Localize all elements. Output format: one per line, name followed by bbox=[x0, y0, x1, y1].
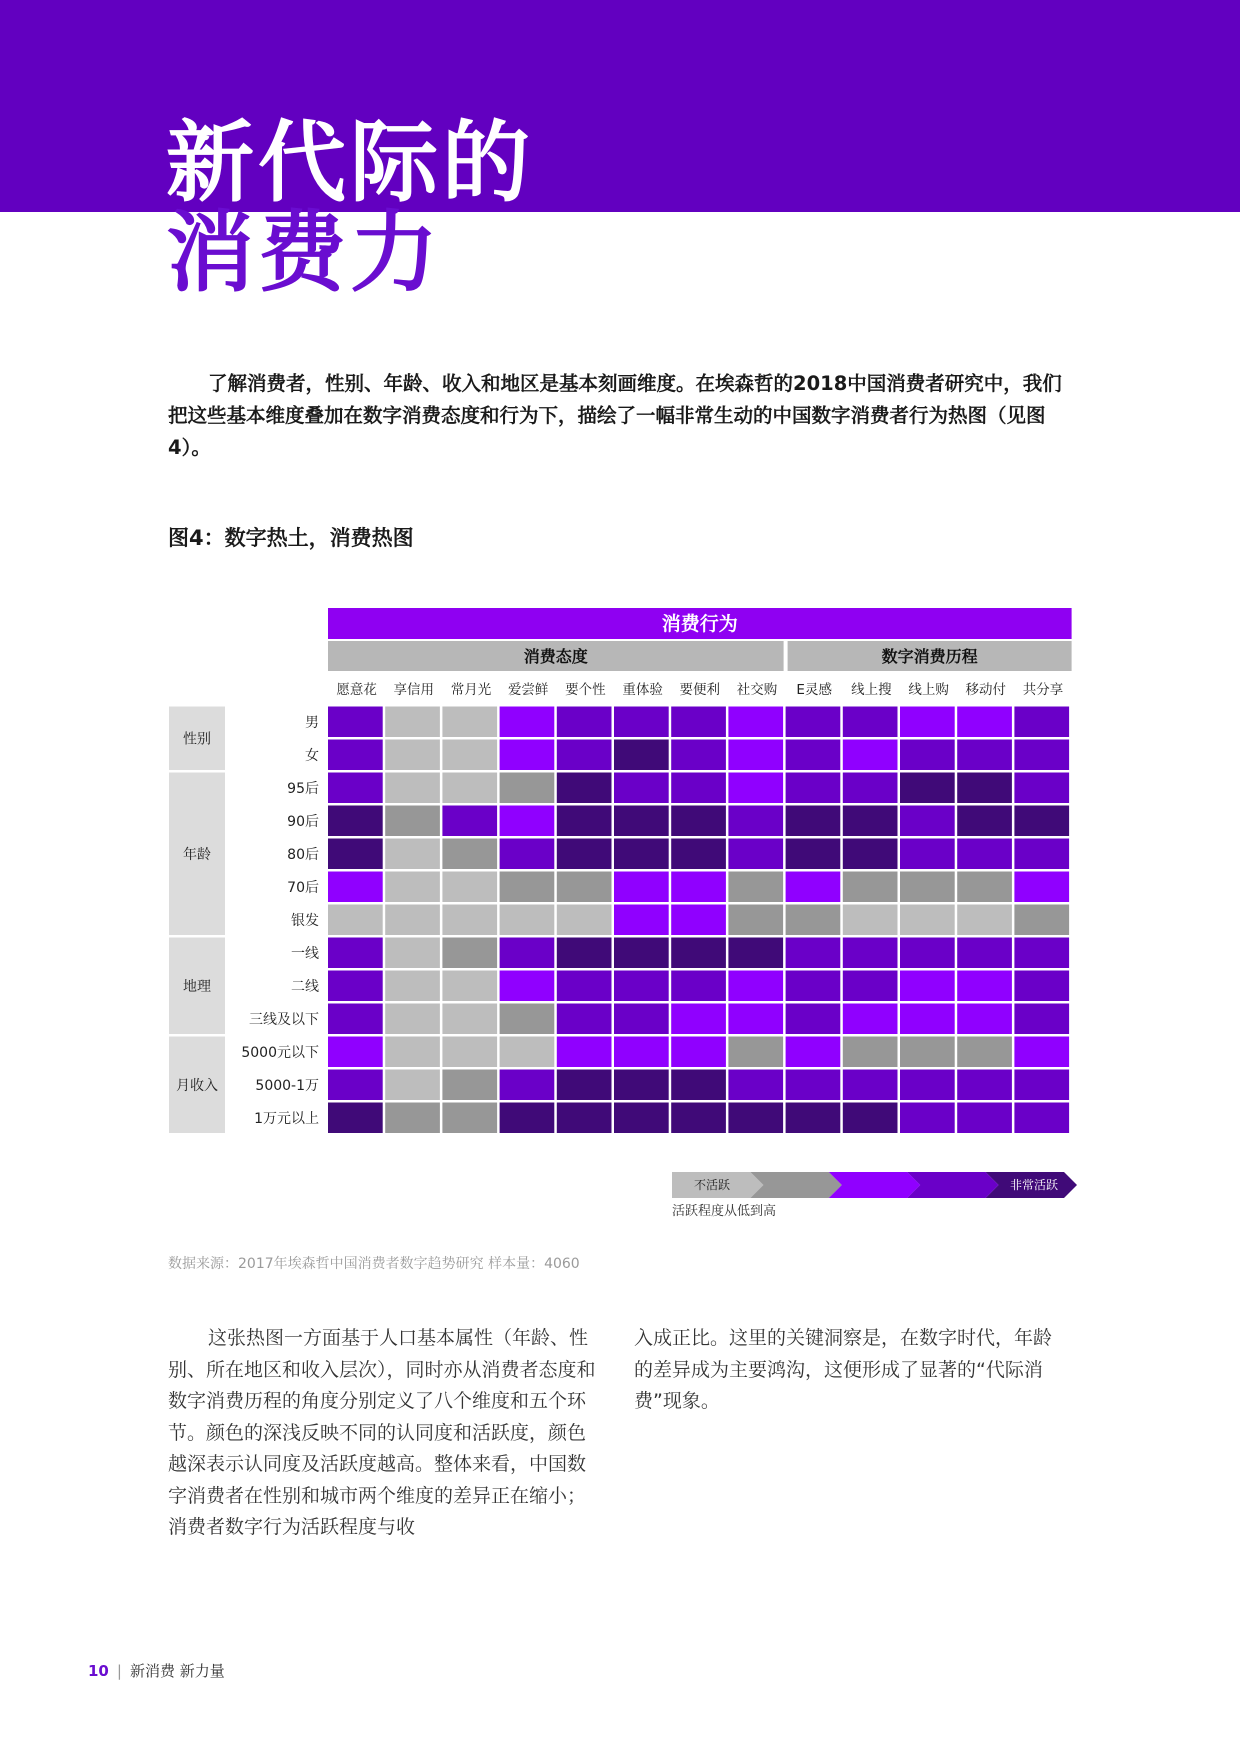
heatmap-title: 消费行为 bbox=[661, 613, 738, 635]
heatmap-cell bbox=[328, 839, 383, 870]
column-group-label: 数字消费历程 bbox=[881, 647, 978, 666]
heatmap-cell bbox=[957, 1103, 1012, 1134]
heatmap-cell bbox=[900, 971, 955, 1002]
heatmap-cell bbox=[728, 806, 783, 837]
body-text-left-column: 这张热图一方面基于人口基本属性（年龄、性别、所在地区和收入层次），同时亦从消费者态度和数字消费历程的角度分别定义了八个维度和五个环节。颜色的深浅反映不同的认同度和活跃度，颜色越深表示认同度及活跃度越高。整体来看，中国数字消费者在性别和城市两个维度的差异正在缩小；消费者数字行为活跃程度与收 bbox=[168, 1327, 596, 1538]
heatmap-cell bbox=[1014, 1004, 1069, 1035]
heatmap-cell bbox=[900, 1070, 955, 1101]
heatmap-cell bbox=[328, 1004, 383, 1035]
heatmap-cell bbox=[957, 1004, 1012, 1035]
heatmap-cell bbox=[843, 806, 898, 837]
heatmap-cell bbox=[843, 1004, 898, 1035]
heatmap-cell bbox=[728, 839, 783, 870]
heatmap-cell bbox=[900, 938, 955, 969]
heatmap-cell bbox=[328, 773, 383, 804]
column-label: 要个性 bbox=[565, 682, 606, 698]
heatmap-cell bbox=[843, 839, 898, 870]
heatmap-cell bbox=[442, 1004, 497, 1035]
heatmap-cell bbox=[1014, 1103, 1069, 1134]
heatmap-cell bbox=[328, 1070, 383, 1101]
heatmap-cell bbox=[957, 773, 1012, 804]
heatmap-cell bbox=[557, 971, 612, 1002]
heatmap-cell bbox=[442, 740, 497, 771]
heatmap-cell bbox=[843, 938, 898, 969]
row-label: 女 bbox=[305, 747, 319, 764]
heatmap-cell bbox=[442, 839, 497, 870]
heatmap-cell bbox=[385, 872, 440, 903]
heatmap-cell bbox=[500, 872, 555, 903]
heatmap-cell bbox=[500, 806, 555, 837]
row-label: 5000-1万 bbox=[255, 1077, 319, 1094]
heatmap-cell bbox=[328, 872, 383, 903]
heatmap-cell bbox=[957, 938, 1012, 969]
heatmap-cell bbox=[442, 1070, 497, 1101]
heatmap-cell bbox=[385, 938, 440, 969]
heatmap-cell bbox=[614, 740, 669, 771]
heatmap-cell bbox=[385, 707, 440, 738]
heatmap-cell bbox=[728, 1004, 783, 1035]
heatmap-cell bbox=[442, 806, 497, 837]
heatmap-cell bbox=[385, 905, 440, 936]
heatmap-cell bbox=[786, 839, 841, 870]
heatmap-cell bbox=[500, 740, 555, 771]
heatmap-cell bbox=[500, 938, 555, 969]
heatmap-cell bbox=[786, 773, 841, 804]
heatmap-cell bbox=[957, 806, 1012, 837]
heatmap-cell bbox=[328, 1103, 383, 1134]
row-label: 1万元以上 bbox=[254, 1110, 319, 1127]
page-number: 10 bbox=[88, 1662, 109, 1680]
heatmap-cell bbox=[900, 806, 955, 837]
heatmap-cell bbox=[900, 905, 955, 936]
heatmap-cell bbox=[1014, 707, 1069, 738]
figure-title: 图4：数字热土，消费热图 bbox=[168, 526, 414, 550]
heatmap-cell bbox=[957, 740, 1012, 771]
heatmap-cell bbox=[786, 1037, 841, 1068]
row-label: 5000元以下 bbox=[241, 1044, 319, 1061]
heatmap-cell bbox=[1014, 1037, 1069, 1068]
heatmap-cell bbox=[385, 839, 440, 870]
column-label: 享信用 bbox=[393, 682, 435, 698]
heatmap-cell bbox=[614, 872, 669, 903]
column-label: 共分享 bbox=[1022, 682, 1064, 698]
row-label: 三线及以下 bbox=[249, 1011, 319, 1028]
heatmap-cell bbox=[786, 938, 841, 969]
heatmap-cell bbox=[786, 1004, 841, 1035]
row-label: 80后 bbox=[287, 846, 319, 863]
heatmap-cell bbox=[557, 938, 612, 969]
heatmap-cell bbox=[500, 773, 555, 804]
heatmap-cell bbox=[786, 1070, 841, 1101]
heatmap-cell bbox=[500, 1004, 555, 1035]
data-source-note: 数据来源：2017年埃森哲中国消费者数字趋势研究 样本量：4060 bbox=[168, 1256, 580, 1272]
heatmap-cell bbox=[843, 1070, 898, 1101]
heatmap-cell bbox=[1014, 839, 1069, 870]
heatmap-cell bbox=[900, 1004, 955, 1035]
heatmap-cell bbox=[614, 1004, 669, 1035]
heatmap-cell bbox=[843, 740, 898, 771]
heatmap-cell bbox=[843, 905, 898, 936]
heatmap-cell bbox=[728, 1070, 783, 1101]
heatmap-cell bbox=[442, 773, 497, 804]
heatmap-cell bbox=[786, 707, 841, 738]
heatmap-cell bbox=[614, 905, 669, 936]
heatmap-cell bbox=[557, 740, 612, 771]
heatmap-cell bbox=[728, 938, 783, 969]
column-label: 社交购 bbox=[736, 682, 778, 698]
row-label: 一线 bbox=[291, 945, 319, 962]
heatmap-cell bbox=[500, 707, 555, 738]
heatmap-cell bbox=[843, 1037, 898, 1068]
heatmap-cell bbox=[328, 971, 383, 1002]
legend-low-label: 不活跃 bbox=[694, 1178, 731, 1192]
heatmap-cell bbox=[671, 1037, 726, 1068]
heatmap-cell bbox=[728, 971, 783, 1002]
heatmap-cell bbox=[900, 872, 955, 903]
heatmap-cell bbox=[728, 872, 783, 903]
heatmap-cell bbox=[442, 872, 497, 903]
column-label: 爱尝鲜 bbox=[507, 682, 549, 698]
heatmap-cell bbox=[614, 806, 669, 837]
heatmap-cell bbox=[557, 1004, 612, 1035]
heatmap-cell bbox=[557, 773, 612, 804]
heatmap-cell bbox=[328, 740, 383, 771]
heatmap-cell bbox=[843, 1103, 898, 1134]
heatmap-cell bbox=[500, 971, 555, 1002]
heatmap-cell bbox=[500, 905, 555, 936]
title-line-2: 消费力 bbox=[166, 201, 443, 304]
heatmap-cell bbox=[614, 707, 669, 738]
heatmap-cell bbox=[614, 1103, 669, 1134]
page-footer bbox=[88, 1660, 225, 1681]
row-group-label: 月收入 bbox=[176, 1077, 218, 1094]
heatmap-cell bbox=[671, 1070, 726, 1101]
heatmap-cell bbox=[843, 707, 898, 738]
heatmap-cell bbox=[957, 971, 1012, 1002]
body-text-right-column: 入成正比。这里的关键洞察是，在数字时代，年龄的差异成为主要鸿沟，这便形成了显著的“代际消费”现象。 bbox=[634, 1327, 1053, 1412]
heatmap-cell bbox=[328, 806, 383, 837]
row-label: 男 bbox=[305, 714, 319, 731]
column-label: 移动付 bbox=[965, 682, 1007, 698]
heatmap-cell bbox=[900, 773, 955, 804]
heatmap-cell bbox=[671, 971, 726, 1002]
heatmap-cell bbox=[843, 872, 898, 903]
row-label: 银发 bbox=[291, 912, 319, 929]
heatmap-cell bbox=[557, 1103, 612, 1134]
heatmap-cell bbox=[500, 1037, 555, 1068]
heatmap-cell bbox=[671, 707, 726, 738]
heatmap-cell bbox=[385, 1070, 440, 1101]
heatmap-cell bbox=[328, 938, 383, 969]
heatmap-cell bbox=[557, 707, 612, 738]
heatmap-cell bbox=[728, 707, 783, 738]
heatmap-cell bbox=[614, 1037, 669, 1068]
heatmap-cell bbox=[786, 971, 841, 1002]
heatmap-cell bbox=[671, 938, 726, 969]
heatmap-cell bbox=[671, 806, 726, 837]
heatmap-cell bbox=[843, 971, 898, 1002]
heatmap-cell bbox=[442, 971, 497, 1002]
legend-caption: 活跃程度从低到高 bbox=[672, 1204, 777, 1219]
row-label: 90后 bbox=[287, 813, 319, 830]
heatmap-cell bbox=[900, 707, 955, 738]
heatmap-cell bbox=[786, 1103, 841, 1134]
heatmap-cell bbox=[557, 905, 612, 936]
heatmap-cell bbox=[614, 773, 669, 804]
heatmap-cell bbox=[328, 1037, 383, 1068]
row-label: 95后 bbox=[287, 780, 319, 797]
heatmap-cell bbox=[442, 1037, 497, 1068]
legend-segment bbox=[750, 1172, 841, 1198]
heatmap-cell bbox=[557, 1070, 612, 1101]
heatmap-cell bbox=[671, 1004, 726, 1035]
heatmap-cell bbox=[671, 905, 726, 936]
heatmap-cell bbox=[728, 1103, 783, 1134]
heatmap-cell bbox=[786, 872, 841, 903]
footer-separator: | bbox=[116, 1662, 122, 1680]
heatmap-cell bbox=[1014, 806, 1069, 837]
heatmap-cell bbox=[500, 1103, 555, 1134]
heatmap-cell bbox=[786, 806, 841, 837]
column-group-label: 消费态度 bbox=[523, 647, 588, 666]
heatmap-cell bbox=[1014, 872, 1069, 903]
heatmap-cell bbox=[328, 707, 383, 738]
heatmap-cell bbox=[385, 740, 440, 771]
title-line-1: 新代际的 bbox=[166, 111, 535, 214]
heatmap-cell bbox=[1014, 905, 1069, 936]
heatmap-cell bbox=[1014, 773, 1069, 804]
heatmap-cell bbox=[957, 872, 1012, 903]
heatmap-cell bbox=[786, 905, 841, 936]
column-label: 要便利 bbox=[679, 682, 721, 698]
legend-segment bbox=[907, 1172, 998, 1198]
heatmap-cell bbox=[442, 1103, 497, 1134]
heatmap-cell bbox=[385, 806, 440, 837]
heatmap-cell bbox=[557, 806, 612, 837]
heatmap-cell bbox=[500, 1070, 555, 1101]
heatmap-cell bbox=[957, 905, 1012, 936]
row-label: 70后 bbox=[287, 879, 319, 896]
publication-name: 新消费 新力量 bbox=[129, 1662, 225, 1680]
heatmap-cell bbox=[957, 1037, 1012, 1068]
heatmap-cell bbox=[614, 839, 669, 870]
column-label: 线上购 bbox=[908, 682, 949, 698]
heatmap-cell bbox=[900, 1037, 955, 1068]
heatmap-cell bbox=[500, 839, 555, 870]
heatmap-cell bbox=[614, 1070, 669, 1101]
heatmap-cell bbox=[557, 839, 612, 870]
heatmap-cell bbox=[385, 971, 440, 1002]
heatmap-cell bbox=[1014, 740, 1069, 771]
heatmap-cell bbox=[957, 1070, 1012, 1101]
row-label: 二线 bbox=[291, 978, 319, 995]
column-label: 线上搜 bbox=[851, 682, 892, 698]
heatmap-cell bbox=[728, 773, 783, 804]
heatmap-cell bbox=[442, 905, 497, 936]
heatmap-cell bbox=[671, 1103, 726, 1134]
row-group-label: 地理 bbox=[183, 978, 211, 995]
heatmap-cell bbox=[557, 1037, 612, 1068]
heatmap-cell bbox=[614, 971, 669, 1002]
heatmap-cell bbox=[671, 872, 726, 903]
heatmap-cell bbox=[728, 905, 783, 936]
intro-paragraph: 了解消费者，性别、年龄、收入和地区是基本刻画维度。在埃森哲的2018中国消费者研究中，我们把这些基本维度叠加在数字消费态度和行为下，描绘了一幅非常生动的中国数字消费者行为热图（见图4）。 bbox=[168, 372, 1062, 459]
column-label: 愿意花 bbox=[336, 682, 377, 698]
heatmap-cell bbox=[385, 1103, 440, 1134]
heatmap-cell bbox=[442, 707, 497, 738]
heatmap-cell bbox=[1014, 938, 1069, 969]
heatmap-cell bbox=[385, 773, 440, 804]
heatmap-cell bbox=[900, 839, 955, 870]
row-group-label: 年龄 bbox=[183, 846, 211, 863]
heatmap-cell bbox=[900, 1103, 955, 1134]
heatmap-cell bbox=[385, 1004, 440, 1035]
heatmap-cell bbox=[728, 740, 783, 771]
heatmap-cell bbox=[1014, 1070, 1069, 1101]
heatmap-cell bbox=[957, 707, 1012, 738]
heatmap-cell bbox=[843, 773, 898, 804]
heatmap-cell bbox=[1014, 971, 1069, 1002]
column-label: E灵感 bbox=[796, 682, 832, 698]
heatmap-cell bbox=[671, 740, 726, 771]
heatmap-cell bbox=[728, 1037, 783, 1068]
column-label: 常月光 bbox=[450, 682, 492, 698]
heatmap-cell bbox=[900, 740, 955, 771]
legend-high-label: 非常活跃 bbox=[1009, 1178, 1058, 1192]
heatmap-cell bbox=[671, 839, 726, 870]
heatmap-cell bbox=[614, 938, 669, 969]
heatmap-cell bbox=[671, 773, 726, 804]
heatmap-cell bbox=[786, 740, 841, 771]
heatmap-cell bbox=[442, 938, 497, 969]
heatmap-cell bbox=[957, 839, 1012, 870]
heatmap-cell bbox=[328, 905, 383, 936]
heatmap-cell bbox=[557, 872, 612, 903]
column-label: 重体验 bbox=[622, 682, 663, 698]
heatmap-cell bbox=[385, 1037, 440, 1068]
row-group-label: 性别 bbox=[183, 731, 211, 748]
legend-segment bbox=[829, 1172, 920, 1198]
